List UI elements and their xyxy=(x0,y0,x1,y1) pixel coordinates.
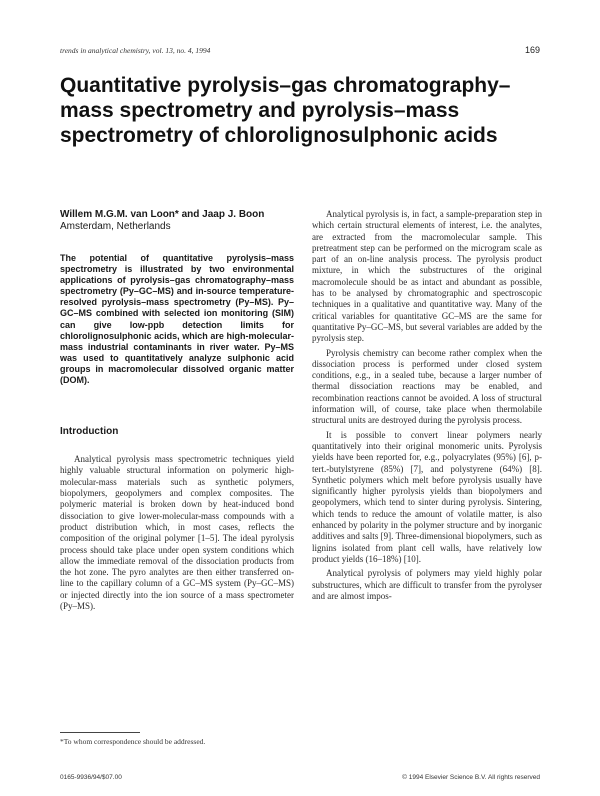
page-number: 169 xyxy=(524,45,540,55)
copyright-notice: © 1994 Elsevier Science B.V. All rights reserved xyxy=(402,774,540,781)
running-header xyxy=(60,46,540,60)
left-column xyxy=(60,209,294,612)
right-paragraph-4: Analytical pyrolysis of polymers may yield highly polar substructures, which are difficult to transfer from the pyrolyser and are almost impos- xyxy=(312,568,542,601)
right-paragraph-3: It is possible to convert linear polymers nearly quantitatively into their original monomeric units. Pyrolysis yields have been reported for, e.g., polyacrylates (95%) [6], p-tert.-butylstyrene (85%) [7], and polystyrene (64%) [8]. Synthetic polymers which melt before pyrolysis usually have significantly higher pyrolysis yields than biopolymers and geopolymers, which tend to sinter during pyrolysis. Sintering, which tends to reduce the amount of volatile matter, is also enhanced by polarity in the polymer structure and by inorganic additives and salts [9]. Three-dimensional biopolymers, such as lignins isolated from plant cell walls, have relatively low product yields (16–18%) [10]. xyxy=(312,429,542,564)
right-paragraph-2: Pyrolysis chemistry can become rather complex when the dissociation process is performed under closed system conditions, e.g., in a sealed tube, because a larger number of thermal dissociation reactions may be enabled, and recombination reactions cannot be avoided. A loss of structural information will, of course, take place when thermolabile structural units are destroyed during the pyrolysis process. xyxy=(312,347,542,426)
right-paragraph-1: Analytical pyrolysis is, in fact, a sample-preparation step in which certain structural elements of interest, i.e. the analytes, are extracted from the macromolecular sample. This pretreatment step can be performed on the microgram scale as part of an on-line analysis process. The pyrolysis product mixture, in which the substructures of the original macromolecule should be as intact and abundant as possible, has to be analysed by chromatographic and spectroscopic techniques in a qualitative and quantitative way. Many of the critical variables for quantitative GC–MS are the same for quantitative Py–GC–MS, but several variables are added by the pyrolysis step. xyxy=(312,209,542,344)
affiliation: Amsterdam, Netherlands xyxy=(60,221,171,232)
right-column xyxy=(312,209,542,602)
footnote-divider xyxy=(60,732,140,733)
intro-paragraph-1: Analytical pyrolysis mass spectrometric techniques yield highly valuable structural information on polymeric high-molecular-mass materials such as synthetic polymers, biopolymers, geopolymers and complex composites. The polymeric material is broken down by heat-induced bond dissociation to give lower-molecular-mass compounds with a product distribution which, in most cases, reflects the composition of the original polymer [1–5]. The ideal pyrolysis process should take place under open system conditions which allow the immediate removal of the dissociation products from the hot zone. The pyro analytes are then either transferred on-line to the capillary column of a GC–MS system (Py–GC–MS) or injected directly into the ion source of a mass spectrometer (Py–MS). xyxy=(60,454,294,611)
authors: Willem M.G.M. van Loon* and Jaap J. Boon xyxy=(60,209,265,220)
section-heading-introduction: Introduction xyxy=(60,426,119,438)
correspondence-footnote: *To whom correspondence should be addressed. xyxy=(60,737,206,746)
article-title: Quantitative pyrolysis–gas chromatography–mass spectrometry and pyrolysis–mass spectrometry of chlorolignosulphonic acids xyxy=(60,74,511,147)
journal-citation: trends in analytical chemistry, vol. 13, no. 4, 1994 xyxy=(60,46,211,55)
abstract: The potential of quantitative pyrolysis–mass spectrometry is illustrated by two environmental applications of pyrolysis–gas chromatography–mass spectrometry (Py–GC–MS) and in-source temperature-resolved pyrolysis–mass spectrometry (Py–MS). Py–GC–MS combined with selected ion monitoring (SIM) can give low-ppb detection limits for chlorolignosulphonic acids, which are high-molecular-mass industrial contaminants in river water. Py–MS was used to quantitatively analyze sulphonic acid groups in macromolecular dissolved organic matter (DOM). xyxy=(60,253,294,386)
issn-code: 0165-9936/94/$07.00 xyxy=(60,774,122,781)
